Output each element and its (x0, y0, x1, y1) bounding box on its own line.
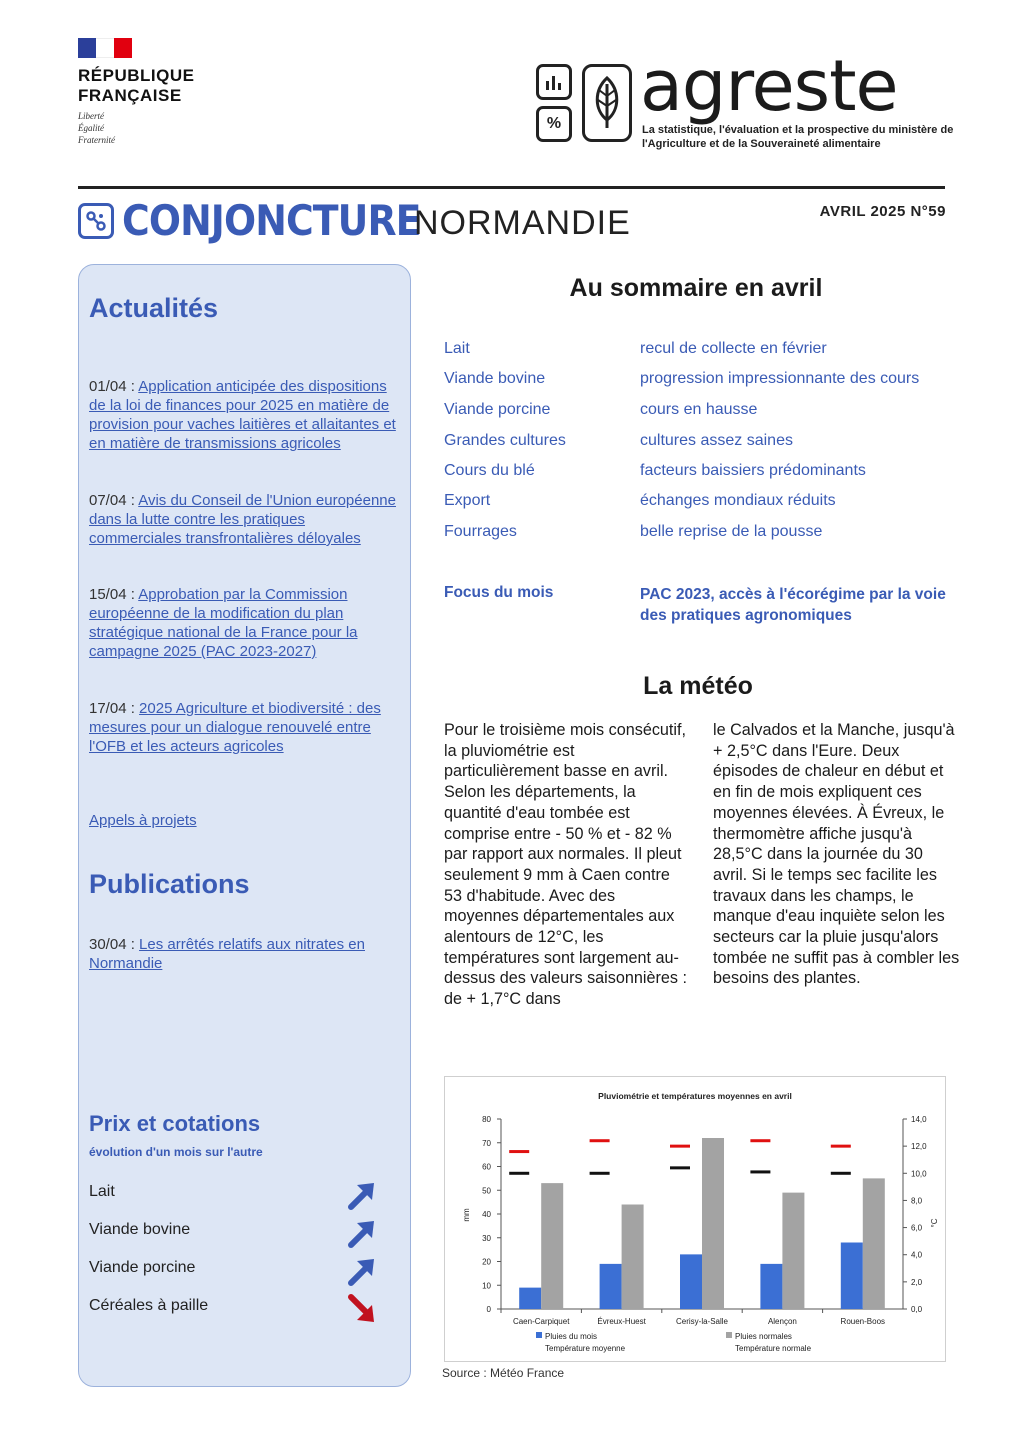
sommaire-value: échanges mondiaux réduits (640, 492, 836, 509)
publication-item (89, 935, 401, 973)
price-label: Viande bovine (89, 1221, 191, 1238)
chart-legend-label: Température normale (735, 1344, 812, 1353)
chart-marker (590, 1172, 610, 1175)
chart-y-tick-label: 40 (482, 1210, 491, 1219)
chart-marker (831, 1172, 851, 1175)
sommaire-key: Cours du blé (444, 462, 535, 479)
chart-marker (670, 1145, 690, 1148)
motto-egalite: Égalité (78, 123, 104, 133)
chart-y-tick-label: 30 (482, 1233, 491, 1243)
arrow-up-right-icon (345, 1179, 379, 1211)
publication-date: 30/04 : (89, 936, 140, 953)
publication-link[interactable]: Les arrêtés relatifs aux nitrates en Normandie (89, 936, 365, 972)
chart-y-tick-label: 80 (482, 1115, 491, 1124)
chart-y2-tick-label: 0,0 (911, 1305, 923, 1314)
chart-x-tick-label: Cerisy-la-Salle (675, 1317, 729, 1326)
sommaire-key: Grandes cultures (444, 432, 566, 449)
actualites-heading: Actualités (89, 293, 219, 323)
conjoncture-banner (78, 196, 631, 245)
news-link[interactable]: Avis du Conseil de l'Union européenne dans la lutte contre les pratiques commerciales transfrontalières déloyales (89, 492, 396, 547)
news-item (89, 585, 401, 661)
meteo-column-1: Pour le troisième mois consécutif, la pluviométrie est particulièrement basse en avril. Selon les départements, la quantité d'eau tombée est comprise entre - 50 % et - 82 % par rapport aux normales. Il pleut seulement 9 mm à Caen contre 53 d'habitude. Avec des moyennes départementales aux alentours de 12°C, les températures sont largement au-dessus des valeurs saisonnières : de + 1,7°C dans (444, 721, 687, 1009)
chart-y-tick-label: 70 (482, 1138, 491, 1148)
appels-a-projets (89, 811, 401, 830)
chart-marker (670, 1166, 690, 1169)
news-item (89, 491, 401, 548)
percent-icon: % (536, 106, 572, 142)
republique-title-line2: FRANÇAISE (78, 86, 182, 105)
chart-bar (519, 1288, 541, 1309)
news-link[interactable]: Application anticipée des dispositions de la loi de finances pour 2025 en matière de provision pour vaches laitières et allaitantes et en matière de transmissions agricoles (89, 378, 396, 452)
focus-key: Focus du mois (444, 584, 554, 601)
motto-fraternite: Fraternité (78, 135, 115, 145)
french-flag-icon (78, 38, 132, 58)
chart-marker (750, 1170, 770, 1173)
chart-title: Pluviométrie et températures moyennes en avril (598, 1091, 792, 1101)
sommaire-value: facteurs baissiers prédominants (640, 462, 866, 479)
chart-x-tick-label: Évreux-Huest (597, 1317, 646, 1326)
meteo-chart (444, 1076, 946, 1362)
header-divider (78, 186, 945, 189)
sommaire-key: Viande porcine (444, 401, 551, 418)
chart-y2-tick-label: 2,0 (911, 1277, 923, 1287)
chart-y2-tick-label: 6,0 (911, 1223, 923, 1233)
chart-bar (680, 1254, 702, 1309)
agreste-icons (536, 64, 632, 148)
arrow-up-right-icon (345, 1217, 379, 1249)
chart-legend-swatch (726, 1332, 732, 1338)
chart-y-tick-label: 0 (486, 1305, 491, 1314)
chart-bar (782, 1193, 804, 1309)
price-label: Lait (89, 1183, 115, 1200)
chart-marker (509, 1172, 529, 1175)
meteo-heading: La météo (643, 672, 753, 700)
chart-y2-tick-label: 14,0 (911, 1115, 927, 1124)
chart-x-tick-label: Caen-Carpiquet (512, 1317, 570, 1326)
appels-link[interactable]: Appels à projets (89, 812, 197, 829)
chart-y-tick-label: 10 (482, 1281, 491, 1291)
price-row-viande-bovine (89, 1217, 379, 1249)
chart-y2-tick-label: 4,0 (911, 1250, 923, 1260)
chart-x-tick-label: Alençon (767, 1317, 797, 1326)
news-item (89, 377, 401, 453)
chart-source: Source : Météo France (442, 1366, 565, 1380)
sommaire-value: progression impressionnante des cours (640, 370, 920, 387)
news-date: 17/04 : (89, 700, 140, 717)
sommaire-key: Viande bovine (444, 370, 546, 387)
conjoncture-icon (78, 203, 114, 239)
price-row-viande-porcine (89, 1255, 379, 1287)
meteo-column-2: le Calvados et la Manche, jusqu'à + 2,5°C dans l'Eure. Deux épisodes de chaleur en début et en fin de mois expliquent ces moyennes élevées. À Évreux, le thermomètre affiche jusqu'à 28,5°C dans la journée du 30 avril. Si le temps sec facilite les travaux dans les champs, le manque d'eau inquiète selon les secteurs car la pluie jusqu'alors tombée ne suffit pas à combler les besoins des plantes. (713, 721, 960, 988)
republique-title-line1: RÉPUBLIQUE (78, 66, 195, 85)
motto-liberte: Liberté (78, 111, 104, 121)
news-date: 01/04 : (89, 378, 139, 395)
chart-legend-label: Pluies du mois (545, 1332, 598, 1341)
chart-y2-axis-label: °C (930, 1218, 939, 1228)
chart-bar (541, 1183, 563, 1309)
chart-marker (831, 1145, 851, 1148)
price-label: Viande porcine (89, 1259, 196, 1276)
sommaire-key: Export (444, 492, 491, 509)
price-row-cereales (89, 1293, 379, 1325)
sommaire-value: belle reprise de la pousse (640, 523, 823, 540)
sidebar-panel (78, 264, 411, 1387)
news-date: 07/04 : (89, 492, 139, 509)
chart-y-tick-label: 20 (482, 1257, 491, 1267)
region-title: NORMANDIE (414, 204, 631, 242)
chart-svg (445, 1077, 945, 1361)
arrow-up-right-icon (345, 1255, 379, 1287)
republique-motto (78, 110, 218, 146)
news-date: 15/04 : (89, 586, 139, 603)
price-row-lait (89, 1179, 379, 1211)
conjoncture-title: CONJONCTURE (122, 196, 421, 245)
sommaire-heading: Au sommaire en avril (569, 274, 823, 302)
bar-chart-icon (536, 64, 572, 100)
chart-y2-tick-label: 8,0 (911, 1196, 923, 1206)
chart-legend-label: Température moyenne (545, 1344, 626, 1353)
sommaire-key: Lait (444, 340, 470, 357)
chart-bar (863, 1178, 885, 1309)
republique-francaise-logo (78, 38, 218, 146)
chart-marker (750, 1139, 770, 1142)
prix-heading: Prix et cotations (89, 1111, 261, 1136)
chart-y2-tick-label: 12,0 (911, 1142, 927, 1152)
chart-x-tick-label: Rouen-Boos (840, 1317, 886, 1326)
agreste-subtitle: La statistique, l'évaluation et la prospective du ministère de l'Agriculture et de la Souveraineté alimentaire (642, 124, 954, 150)
agreste-wordmark: agreste (640, 45, 898, 127)
sommaire-value: cultures assez saines (640, 432, 793, 449)
arrow-down-right-icon (345, 1293, 379, 1325)
chart-y-axis-label: mm (462, 1208, 471, 1222)
chart-marker (590, 1139, 610, 1142)
publications-heading: Publications (89, 869, 250, 899)
chart-bar (622, 1205, 644, 1310)
agreste-logo (536, 45, 966, 160)
chart-y-tick-label: 60 (482, 1162, 491, 1172)
chart-bar (702, 1138, 724, 1309)
chart-bar (600, 1264, 622, 1309)
chart-legend-swatch (536, 1332, 542, 1338)
sommaire-value: recul de collecte en février (640, 340, 827, 357)
prix-subtitle: évolution d'un mois sur l'autre (89, 1145, 263, 1159)
chart-bar (760, 1264, 782, 1309)
chart-bar (841, 1243, 863, 1310)
chart-legend-label: Pluies normales (735, 1332, 792, 1341)
news-link[interactable]: 2025 Agriculture et biodiversité : des mesures pour un dialogue renouvelé entre l'OFB et les acteurs agricoles (89, 700, 381, 755)
news-link[interactable]: Approbation par la Commission européenne de la modification du plan stratégique national de la France pour la campagne 2025 (PAC 2023-2027) (89, 586, 358, 660)
price-label: Céréales à paille (89, 1297, 209, 1314)
chart-y2-tick-label: 10,0 (911, 1169, 927, 1179)
sommaire-value: cours en hausse (640, 401, 758, 418)
issue-number: AVRIL 2025 N°59 (819, 203, 946, 220)
focus-value: PAC 2023, accès à l'écorégime par la voie des pratiques agronomiques (640, 586, 946, 624)
sommaire-key: Fourrages (444, 523, 517, 540)
leaf-icon (582, 64, 632, 142)
news-item (89, 699, 401, 756)
chart-y-tick-label: 50 (482, 1186, 491, 1196)
chart-marker (509, 1150, 529, 1153)
